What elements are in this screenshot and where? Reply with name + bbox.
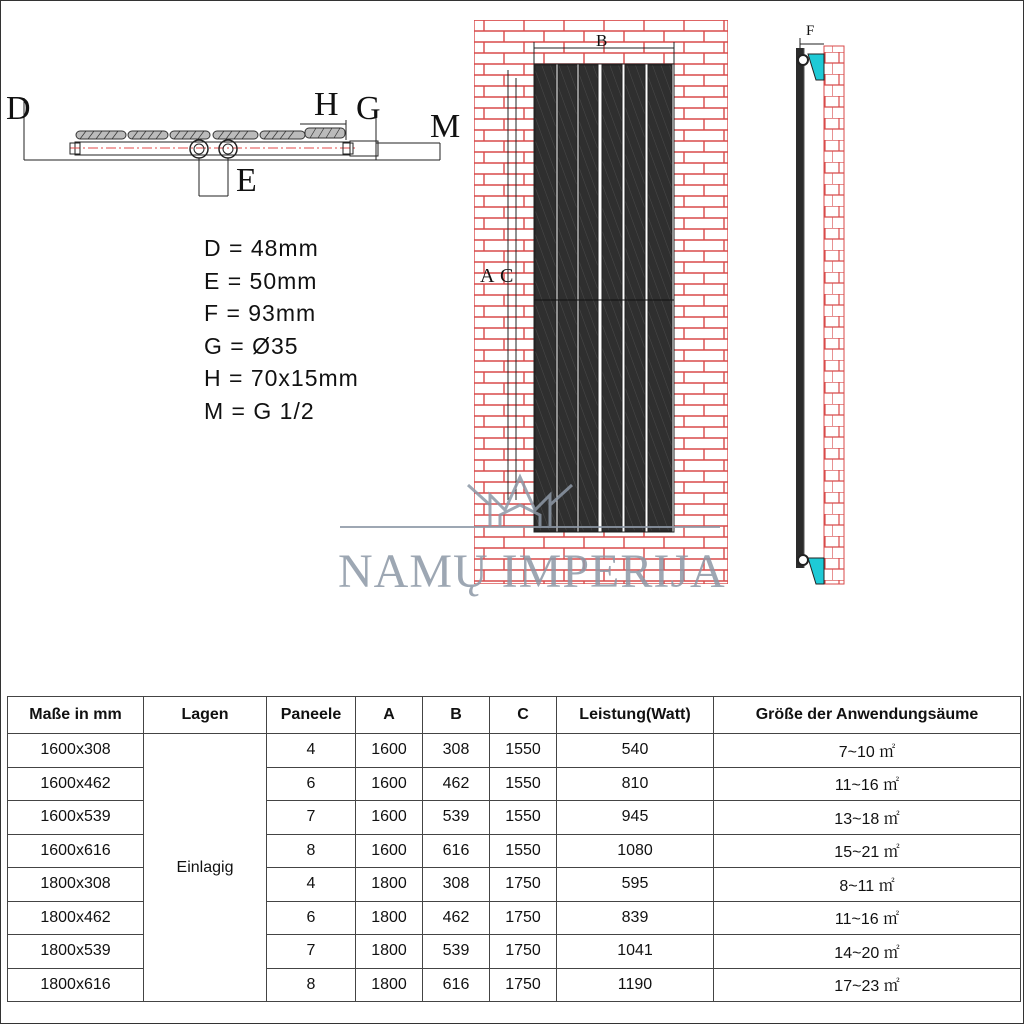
cell-a: 1800 [356,901,423,935]
cell-groesse: 7~10 ㎡ [714,734,1021,768]
cell-paneele: 6 [267,767,356,801]
label-a: A [480,265,495,287]
top-view-diagram [0,80,460,200]
cell-a: 1800 [356,968,423,1002]
header-leistung: Leistung(Watt) [557,697,714,734]
cell-leistung: 540 [557,734,714,768]
label-d: D [6,90,31,127]
cell-size: 1800x308 [8,868,144,902]
cell-a: 1600 [356,734,423,768]
spec-e: E = 50mm [204,267,318,294]
cell-b: 616 [423,834,490,868]
cell-b: 308 [423,868,490,902]
cell-groesse: 11~16 ㎡ [714,901,1021,935]
cell-groesse: 17~23 ㎡ [714,968,1021,1002]
cell-groesse: 13~18 ㎡ [714,801,1021,835]
cell-c: 1550 [490,834,557,868]
cell-size: 1800x539 [8,935,144,969]
cell-paneele: 8 [267,968,356,1002]
label-m: M [430,108,461,145]
header-masse: Maße in mm [8,697,144,734]
table-row [8,734,1021,768]
cell-a: 1800 [356,935,423,969]
label-h: H [314,86,339,123]
cell-size: 1600x539 [8,801,144,835]
cell-leistung: 810 [557,767,714,801]
watermark-logo [340,455,720,545]
cell-paneele: 7 [267,801,356,835]
cell-leistung: 595 [557,868,714,902]
cell-a: 1600 [356,834,423,868]
cell-leistung: 945 [557,801,714,835]
cell-c: 1750 [490,935,557,969]
cell-size: 1600x462 [8,767,144,801]
spec-f: F = 93mm [204,300,317,326]
cell-size: 1800x616 [8,968,144,1002]
cell-leistung: 839 [557,901,714,935]
cell-groesse: 15~21 ㎡ [714,834,1021,868]
label-c: C [500,265,514,287]
cell-groesse: 8~11 ㎡ [714,868,1021,902]
cell-b: 308 [423,734,490,768]
label-f: F [806,23,815,39]
side-view-diagram [790,30,850,590]
spec-h: H = 70x15mm [204,365,359,391]
header-a: A [356,697,423,734]
cell-paneele: 6 [267,901,356,935]
cell-leistung: 1190 [557,968,714,1002]
cell-groesse: 11~16 ㎡ [714,767,1021,801]
cell-c: 1750 [490,968,557,1002]
cell-b: 616 [423,968,490,1002]
header-c: C [490,697,557,734]
cell-size: 1600x616 [8,834,144,868]
header-lagen: Lagen [144,697,267,734]
cell-leistung: 1080 [557,834,714,868]
cell-c: 1550 [490,734,557,768]
cell-size: 1800x462 [8,901,144,935]
label-g: G [356,90,381,127]
cell-paneele: 8 [267,834,356,868]
dimension-spec-list [204,232,359,427]
cell-c: 1550 [490,801,557,835]
cell-leistung: 1041 [557,935,714,969]
label-b: B [596,31,608,50]
header-groesse: Größe der Anwendungsäume [714,697,1021,734]
cell-a: 1600 [356,801,423,835]
header-paneele: Paneele [267,697,356,734]
label-e: E [236,162,257,199]
spec-d: D = 48mm [204,235,319,261]
cell-groesse: 14~20 ㎡ [714,935,1021,969]
cell-c: 1550 [490,767,557,801]
cell-lagen: Einlagig [144,734,267,1002]
cell-paneele: 4 [267,868,356,902]
cell-size: 1600x308 [8,734,144,768]
cell-b: 462 [423,767,490,801]
header-b: B [423,697,490,734]
radiator-spec-table [7,696,1021,1002]
cell-a: 1600 [356,767,423,801]
cell-paneele: 4 [267,734,356,768]
table-header-row [8,697,1021,734]
spec-g: G = Ø35 [204,332,299,359]
cell-c: 1750 [490,901,557,935]
cell-b: 539 [423,801,490,835]
watermark-text: NAMŲ IMPERIJA [338,545,726,598]
spec-m: M = G 1/2 [204,397,315,424]
cell-paneele: 7 [267,935,356,969]
cell-b: 539 [423,935,490,969]
cell-a: 1800 [356,868,423,902]
cell-b: 462 [423,901,490,935]
cell-c: 1750 [490,868,557,902]
